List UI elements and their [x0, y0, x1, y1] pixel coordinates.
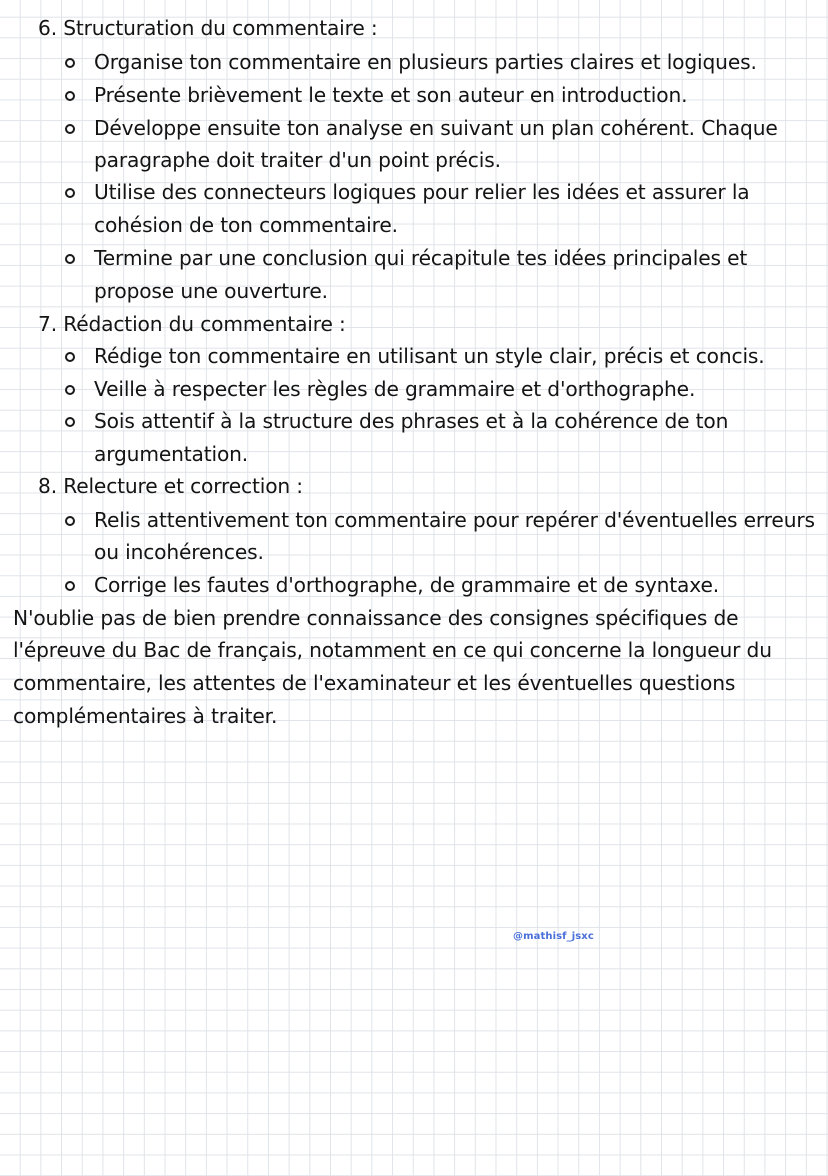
list-item-continuation: argumentation.: [94, 442, 249, 466]
section-8-heading: 8. Relecture et correction :: [38, 474, 303, 498]
bullet-marker: [65, 124, 75, 134]
section-7-heading: 7. Rédaction du commentaire :: [38, 312, 346, 336]
list-item: Sois attentif à la structure des phrases et à la cohérence de ton: [94, 409, 729, 433]
conclusion-line: N'oublie pas de bien prendre connaissance des consignes spécifiques de: [13, 606, 739, 630]
conclusion-line: l'épreuve du Bac de français, notamment en ce qui concerne la longueur du: [13, 638, 772, 662]
list-item: Présente brièvement le texte et son auteur en introduction.: [94, 83, 688, 107]
list-item-continuation: ou incohérences.: [94, 540, 264, 564]
bullet-marker: [65, 417, 75, 427]
bullet-marker: [65, 352, 75, 362]
conclusion-line: commentaire, les attentes de l'examinateur et les éventuelles questions: [13, 671, 736, 695]
list-item-continuation: propose une ouverture.: [94, 279, 328, 303]
list-item: Rédige ton commentaire en utilisant un style clair, précis et concis.: [94, 344, 765, 368]
list-item: Utilise des connecteurs logiques pour relier les idées et assurer la: [94, 180, 750, 204]
bullet-marker: [65, 91, 75, 101]
list-item-continuation: paragraphe doit traiter d'un point précis.: [94, 148, 501, 172]
list-item: Relis attentivement ton commentaire pour repérer d'éventuelles erreurs: [94, 508, 815, 532]
section-6-heading: 6. Structuration du commentaire :: [38, 16, 378, 40]
conclusion-line: complémentaires à traiter.: [13, 704, 278, 728]
list-item: Développe ensuite ton analyse en suivant un plan cohérent. Chaque: [94, 116, 778, 140]
author-watermark: @mathisf_jsxc: [513, 931, 594, 942]
bullet-marker: [65, 58, 75, 68]
list-item: Corrige les fautes d'orthographe, de grammaire et de syntaxe.: [94, 573, 719, 597]
list-item: Organise ton commentaire en plusieurs parties claires et logiques.: [94, 50, 757, 74]
list-item: Termine par une conclusion qui récapitule tes idées principales et: [94, 246, 748, 270]
list-item: Veille à respecter les règles de grammaire et d'orthographe.: [94, 377, 696, 401]
bullet-marker: [65, 385, 75, 395]
bullet-marker: [65, 516, 75, 526]
bullet-marker: [65, 581, 75, 591]
bullet-marker: [65, 254, 75, 264]
list-item-continuation: cohésion de ton commentaire.: [94, 213, 398, 237]
bullet-marker: [65, 188, 75, 198]
